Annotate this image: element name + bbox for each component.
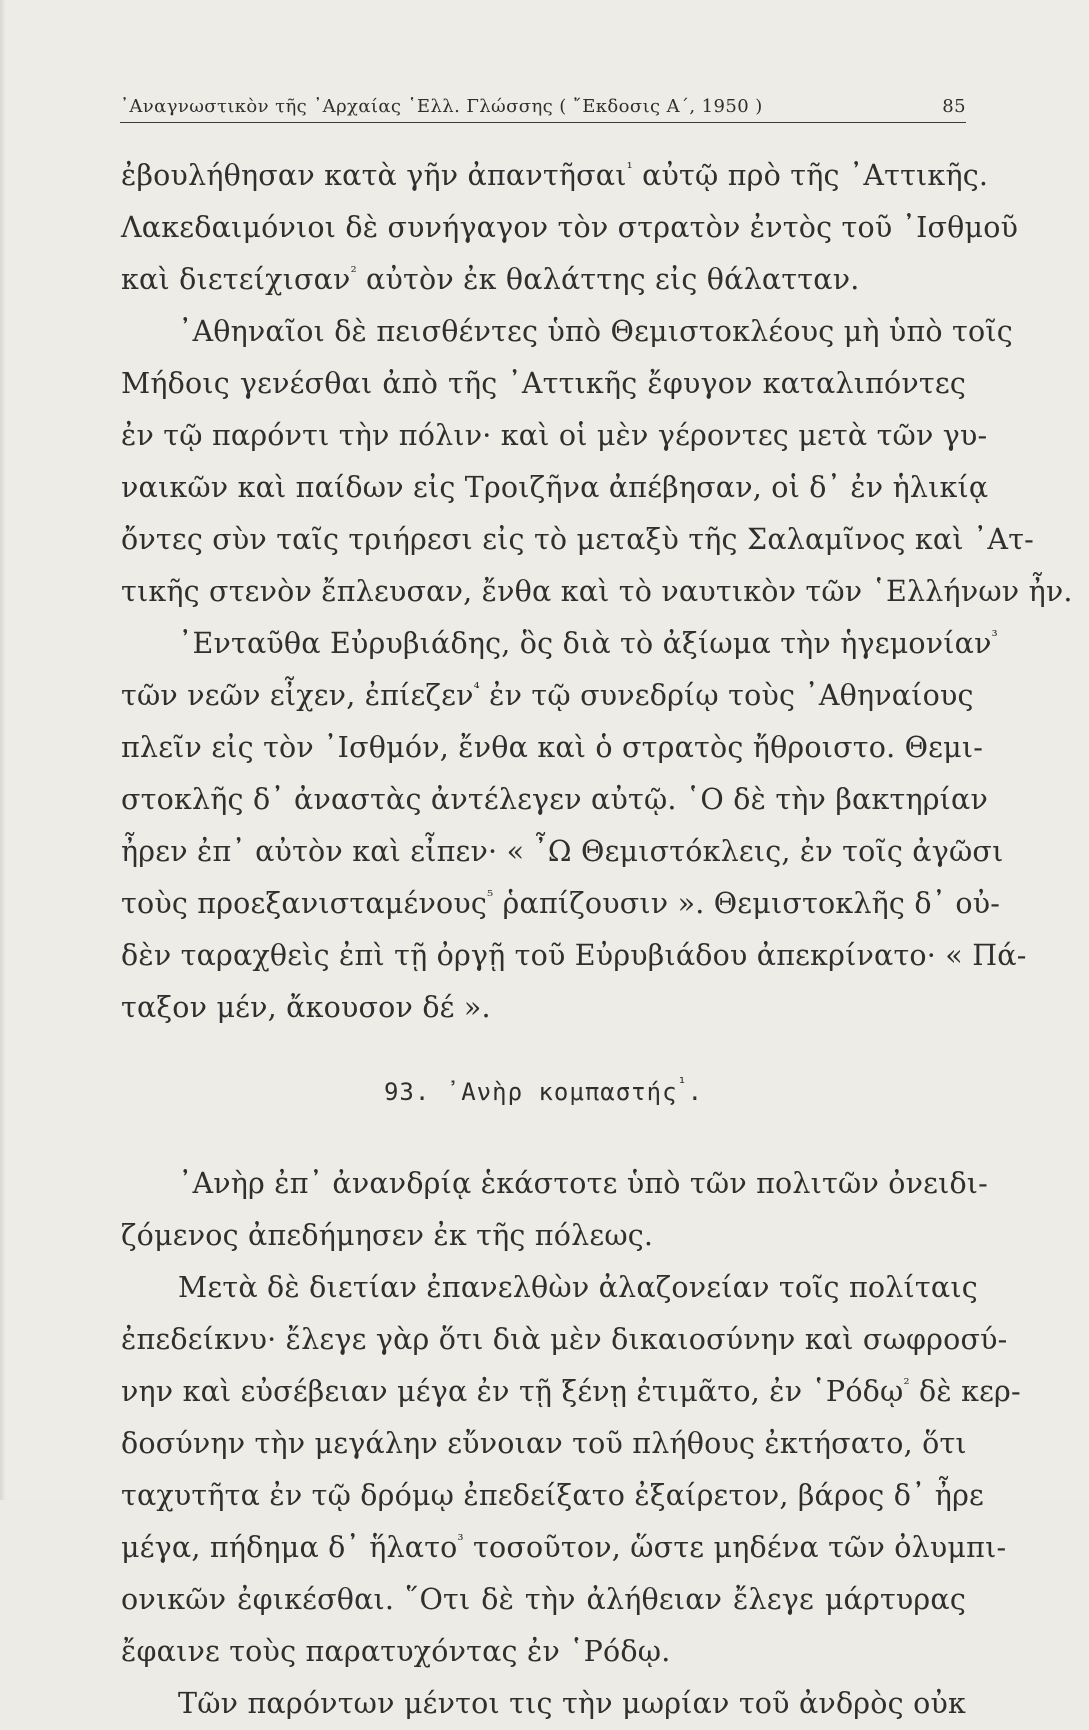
text-line: δοσύνην τὴν μεγάλην εὔνοιαν τοῦ πλήθους ἐκτήσατο, ὅτι	[121, 1427, 967, 1460]
text-line: ὄντες σὺν ταῖς τριήρεσι εἰς τὸ μεταξὺ τῆς Σαλαμῖνος καὶ ᾿Ατ-	[121, 523, 1035, 556]
footnote-marker: ³	[991, 627, 998, 645]
text-line: Λακεδαιμόνιοι δὲ συνήγαγον τὸν στρατὸν ἐντὸς τοῦ ᾿Ισθμοῦ	[121, 211, 1019, 244]
text-line: Μετὰ δὲ διετίαν ἐπανελθὼν ἀλαζονείαν τοῖς πολίταις	[178, 1271, 978, 1304]
text-line: τῶν νεῶν εἶχεν, ἐπίεζεν$^{^4}$ ἐν τῷ συνεδρίῳ τοὺς ᾿Αθηναίους	[121, 679, 974, 712]
text-line: νην καὶ εὐσέβειαν μέγα ἐν τῇ ξένῃ ἐτιμᾶτο, ἐν ῾Ρόδῳ$^{^2}$ δὲ κερ-	[121, 1375, 1021, 1408]
text-line: ἔφαινε τοὺς παρατυχόντας ἐν ῾Ρόδῳ.	[121, 1635, 671, 1668]
text-line: ονικῶν ἐφικέσθαι. ῞Οτι δὲ τὴν ἀλήθειαν ἔλεγε μάρτυρας	[121, 1583, 966, 1616]
text-body	[121, 150, 1073, 1730]
text-line: δὲν ταραχθεὶς ἐπὶ τῇ ὀργῇ τοῦ Εὐρυβιάδου ἀπεκρίνατο· « Πά-	[121, 939, 1027, 972]
section-number: 93.	[383, 1078, 431, 1106]
text-line: Μήδοις γενέσθαι ἀπὸ τῆς ᾿Αττικῆς ἔφυγον καταλιπόντες	[121, 367, 966, 400]
page-number: 85	[942, 96, 966, 117]
text-line: στοκλῆς δ᾿ ἀναστὰς ἀντέλεγεν αὐτῷ. ῾Ο δὲ τὴν βακτηρίαν	[121, 783, 989, 816]
text-line: ἐπεδείκνυ· ἔλεγε γὰρ ὅτι διὰ μὲν δικαιοσύνην καὶ σωφροσύ-	[121, 1323, 1008, 1356]
text-line: ταχυτῆτα ἐν τῷ δρόμῳ ἐπεδείξατο ἐξαίρετον, βάρος δ᾿ ἦρε	[121, 1479, 984, 1512]
text-line: ναικῶν καὶ παίδων εἰς Τροιζῆνα ἀπέβησαν, οἱ δ᾿ ἐν ἡλικίᾳ	[121, 471, 989, 504]
text-line: ταξον μέν, ἄκουσον δέ ».	[121, 991, 491, 1024]
text-line: Τῶν παρόντων μέντοι τις τὴν μωρίαν τοῦ ἀνδρὸς οὐκ	[178, 1687, 966, 1720]
text-line: ἐβουλήθησαν κατὰ γῆν ἀπαντῆσαι$^{^1}$ αὐτῷ πρὸ τῆς ᾿Αττικῆς.	[121, 159, 989, 192]
footnote-marker: ¹	[677, 1074, 688, 1092]
text-line: μέγα, πήδημα δ᾿ ἥλατο$^{^3}$ τοσοῦτον, ὥστε μηδένα τῶν ὀλυμπι-	[121, 1531, 1007, 1564]
section-title: ᾿Ανὴρ κομπαστής	[445, 1078, 678, 1106]
footnote-marker: ¹	[626, 159, 633, 177]
text-line: ᾿Ανὴρ ἐπ᾿ ἀνανδρίᾳ ἑκάστοτε ὑπὸ τῶν πολιτῶν ὀνειδι-	[178, 1167, 989, 1200]
text-line: ᾿Αθηναῖοι δὲ πεισθέντες ὑπὸ Θεμιστοκλέους μὴ ὑπὸ τοῖς	[178, 315, 1013, 348]
running-title: ᾿Αναγνωστικὸν τῆς ᾿Αρχαίας ῾Ελλ. Γλώσσης ( ῎Εκδοσις Α΄, 1950 )	[120, 96, 763, 117]
text-line: καὶ διετείχισαν$^{^2}$ αὐτὸν ἐκ θαλάττης εἰς θάλατταν.	[121, 263, 860, 296]
text-line: πλεῖν εἰς τὸν ᾿Ισθμόν, ἔνθα καὶ ὁ στρατὸς ἤθροιστο. Θεμι-	[121, 731, 984, 764]
text-line: ἐν τῷ παρόντι τὴν πόλιν· καὶ οἱ μὲν γέροντες μετὰ τῶν γυ-	[121, 419, 988, 452]
text-line: ᾿Ενταῦθα Εὐρυβιάδης, ὃς διὰ τὸ ἀξίωμα τὴν ἡγεμονίαν$^{^3}$	[178, 627, 998, 660]
footnote-marker: ³	[457, 1531, 464, 1549]
text-line: ἦρεν ἐπ᾿ αὐτὸν καὶ εἶπεν· « ῏Ω Θεμιστόκλεις, ἐν τοῖς ἀγῶσι	[121, 835, 1004, 868]
section-heading: 93. ᾿Ανὴρ κομπαστής$^{^1}$.	[383, 1074, 704, 1106]
footnote-marker: ²	[350, 263, 357, 281]
text-line: ζόμενος ἀπεδήμησεν ἐκ τῆς πόλεως.	[121, 1219, 654, 1252]
footnote-marker: ⁵	[487, 887, 494, 905]
footnote-marker: ⁴	[473, 679, 480, 697]
footnote-marker: ²	[903, 1375, 910, 1393]
text-line: τοὺς προεξανισταμένους$^{^5}$ ῥαπίζουσιν ». Θεμιστοκλῆς δ᾿ οὐ-	[121, 887, 1001, 920]
page-gutter-shadow	[0, 0, 6, 1500]
running-header	[120, 92, 966, 123]
text-line: τικῆς στενὸν ἔπλευσαν, ἔνθα καὶ τὸ ναυτικὸν τῶν ῾Ελλήνων ἦν.	[121, 575, 1073, 608]
